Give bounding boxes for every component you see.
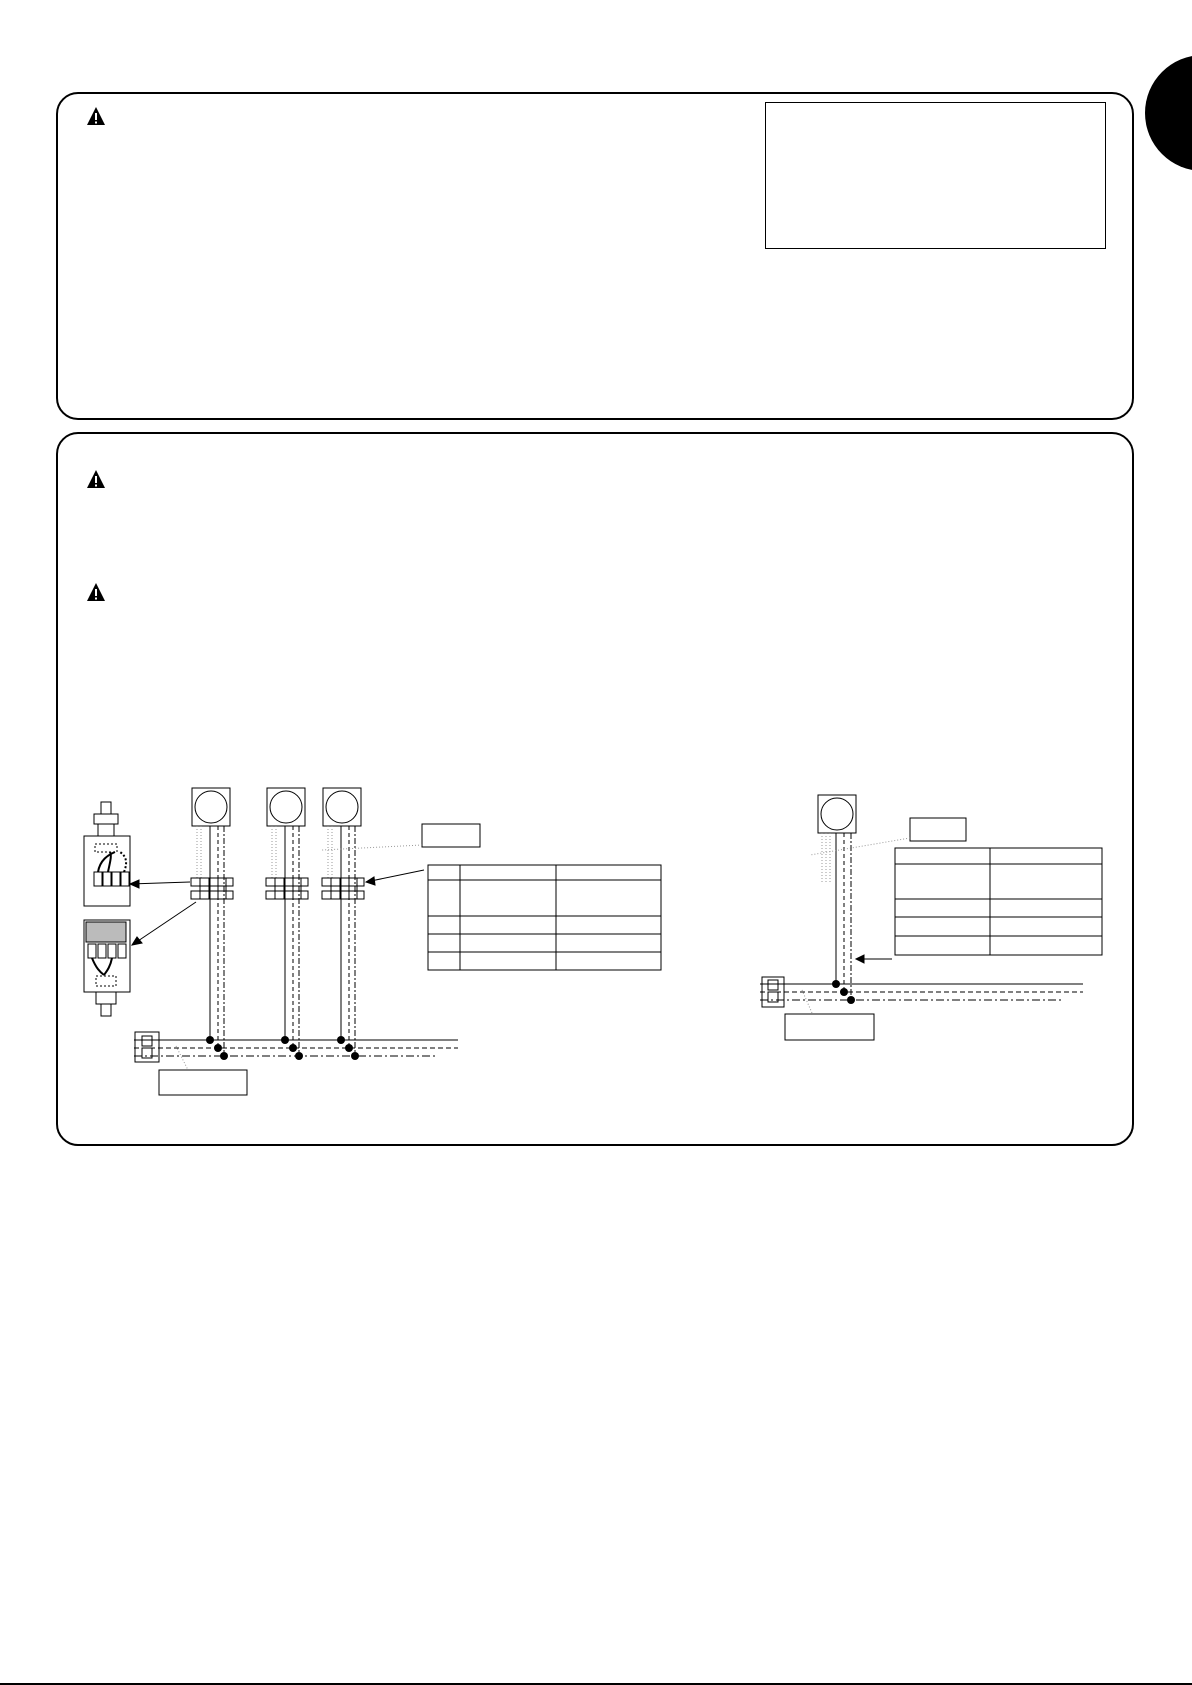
table-left bbox=[428, 865, 661, 970]
sensor-1 bbox=[192, 788, 230, 826]
connector-device-top bbox=[84, 802, 130, 906]
table-right bbox=[895, 848, 1102, 955]
sensor-right bbox=[818, 795, 856, 833]
terminal-strip-2 bbox=[266, 878, 308, 899]
label-box-left bbox=[159, 1070, 247, 1095]
terminal-strip-1 bbox=[191, 878, 233, 899]
bus-terminal-left bbox=[135, 1032, 159, 1062]
label-box-center bbox=[422, 824, 480, 847]
terminal-strip-3 bbox=[322, 878, 364, 899]
sensor-2 bbox=[267, 788, 305, 826]
label-box-right bbox=[785, 1014, 874, 1040]
connector-device-bottom bbox=[84, 920, 130, 1016]
sensor-3 bbox=[323, 788, 361, 826]
label-box-right-top bbox=[910, 818, 966, 841]
